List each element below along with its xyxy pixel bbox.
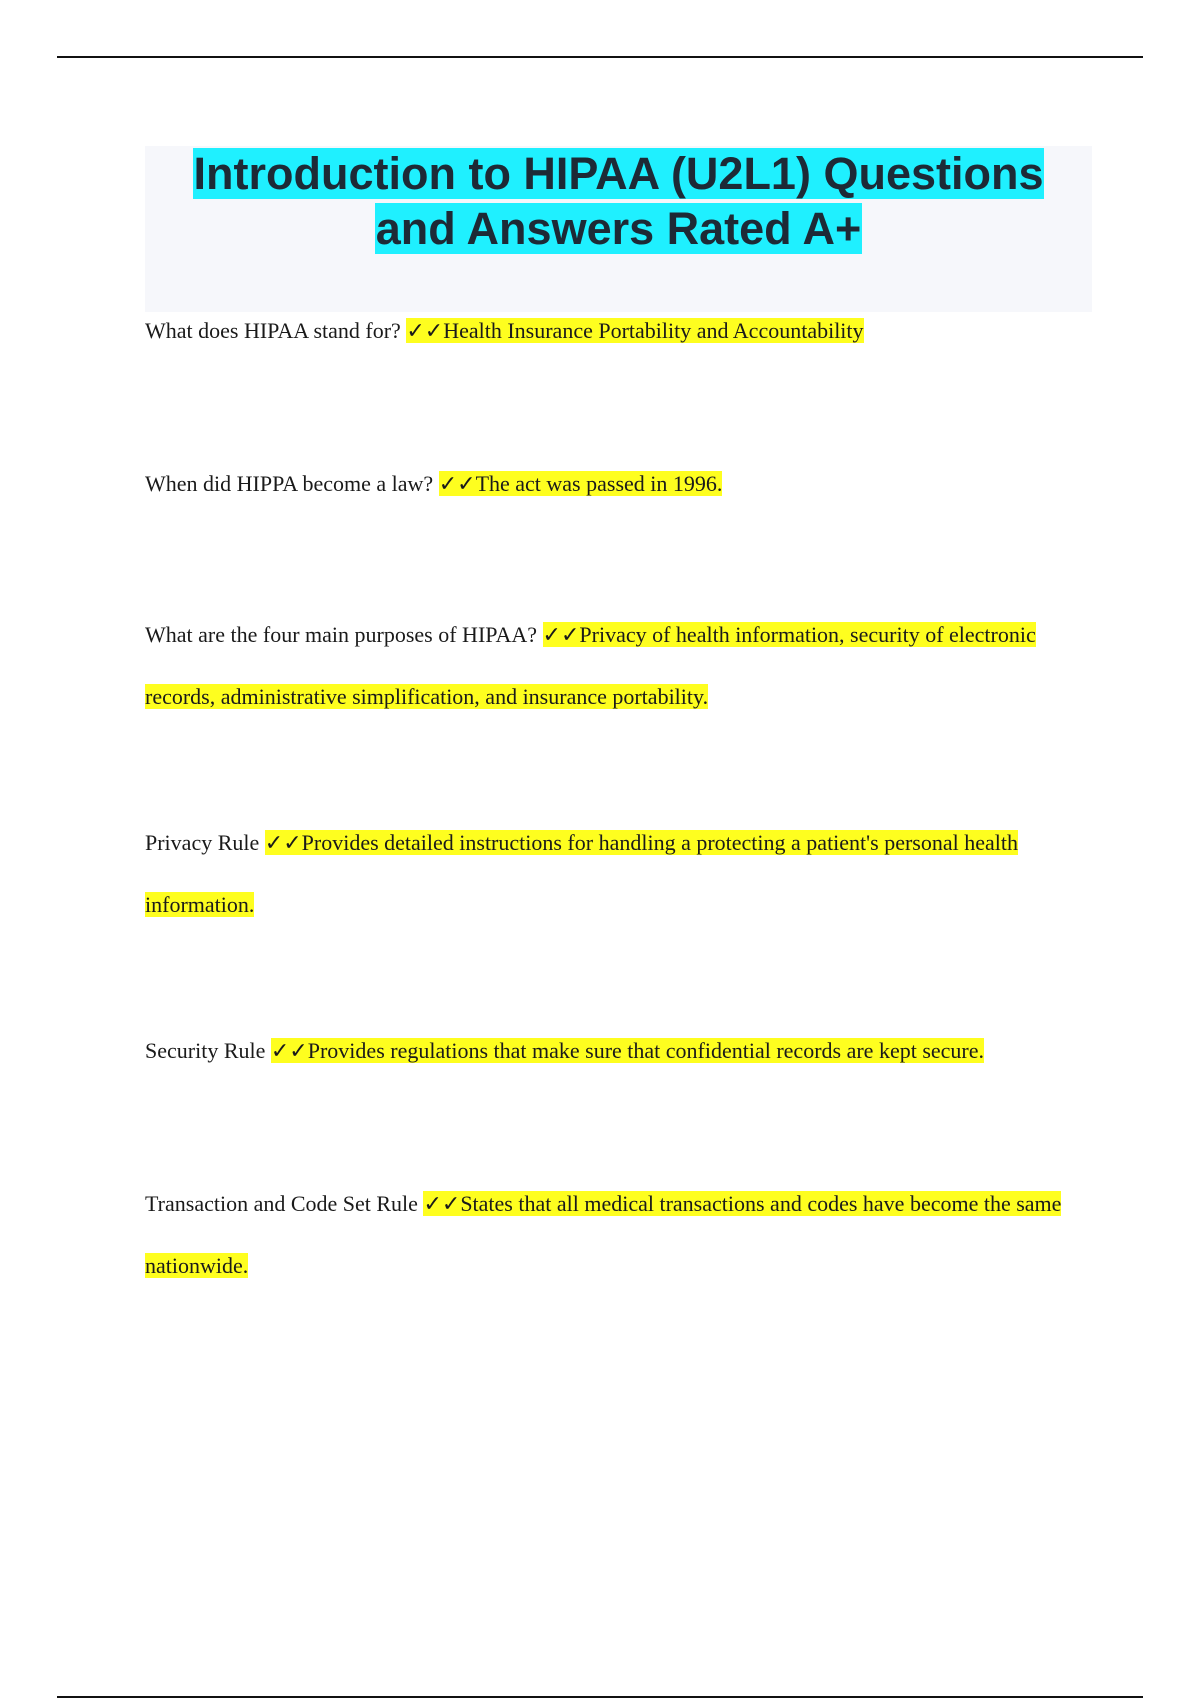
question-text: Transaction and Code Set Rule <box>145 1191 418 1216</box>
double-check-icon: ✓✓ <box>264 831 302 856</box>
double-check-icon: ✓✓ <box>438 472 476 497</box>
qa-item-6 <box>145 1173 1085 1296</box>
qa-item-5 <box>145 1020 1085 1082</box>
question-text: Security Rule <box>145 1038 266 1063</box>
question-text: What are the four main purposes of HIPAA? <box>145 622 538 647</box>
answer-text: ✓✓Provides regulations that make sure that confidential records are kept secure. <box>270 1038 985 1064</box>
answer-text: ✓✓Health Insurance Portability and Accountability <box>406 318 864 344</box>
qa-item-3 <box>145 604 1085 727</box>
answer-text: ✓✓States that all medical transactions and codes have become the same nationwide. <box>145 1191 1062 1278</box>
double-check-icon: ✓✓ <box>423 1192 461 1217</box>
question-text: When did HIPPA become a law? <box>145 471 434 496</box>
title-line-2: and Answers Rated A+ <box>375 203 862 254</box>
answer-text: ✓✓Provides detailed instructions for handling a protecting a patient's personal health information. <box>145 830 1018 917</box>
double-check-icon: ✓✓ <box>270 1039 308 1064</box>
bottom-rule <box>57 1696 1143 1698</box>
title-line-1: Introduction to HIPAA (U2L1) Questions <box>193 148 1044 199</box>
document-title <box>145 146 1092 256</box>
question-text: What does HIPAA stand for? <box>145 318 401 343</box>
question-text: Privacy Rule <box>145 830 260 855</box>
title-block <box>145 146 1092 312</box>
double-check-icon: ✓✓ <box>542 623 580 648</box>
answer-text: ✓✓The act was passed in 1996. <box>438 471 723 497</box>
top-rule <box>57 56 1143 58</box>
qa-item-2 <box>145 453 1085 515</box>
qa-item-1 <box>145 300 1085 362</box>
qa-item-4 <box>145 812 1085 935</box>
answer-text: ✓✓Privacy of health information, security of electronic records, administrative simplification, and insurance portability. <box>145 622 1036 709</box>
double-check-icon: ✓✓ <box>406 319 444 344</box>
